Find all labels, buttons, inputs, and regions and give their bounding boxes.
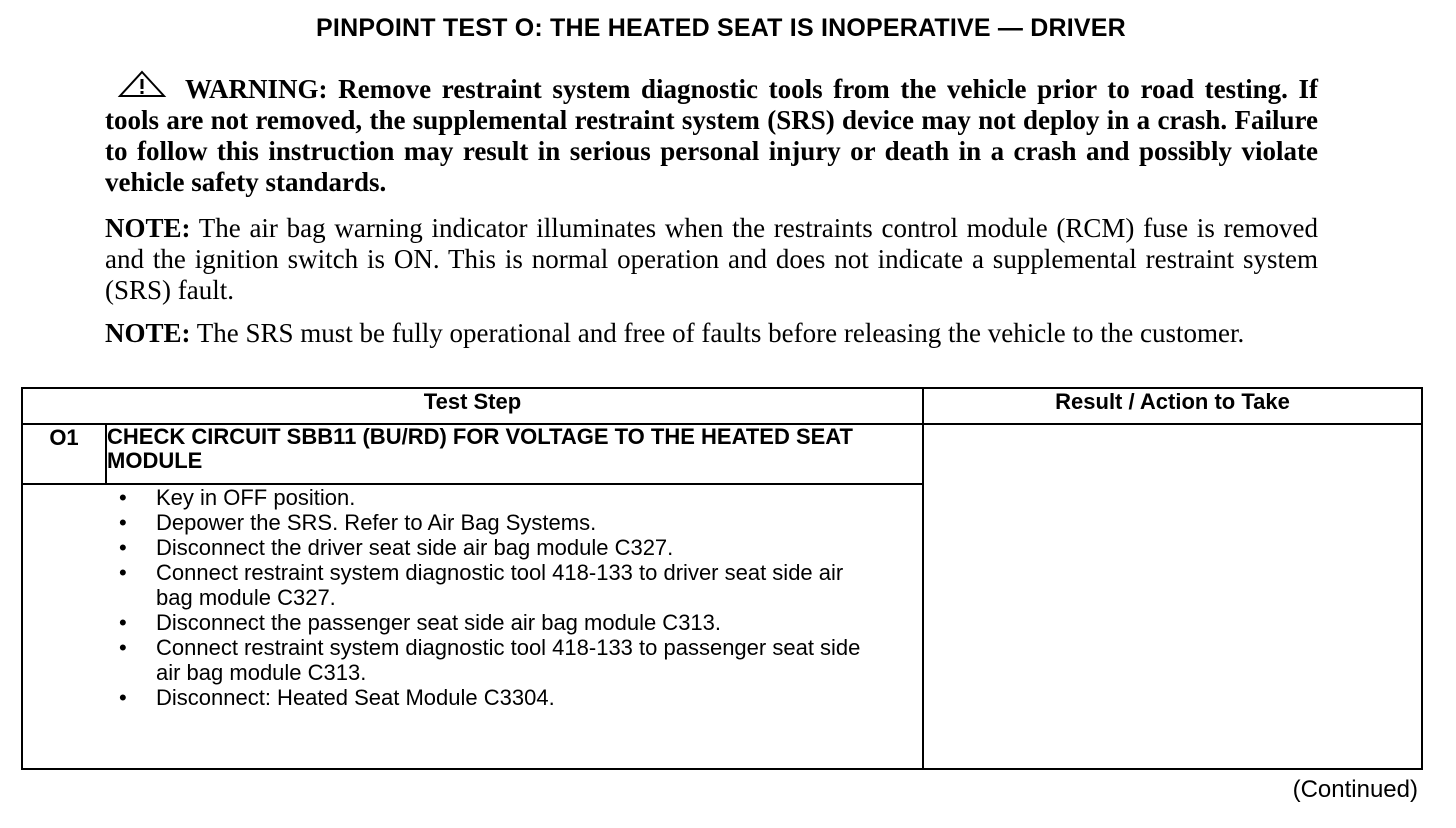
table-row [22, 424, 1422, 484]
list-item [119, 610, 886, 635]
instruction-text: Disconnect the passenger seat side air bag module C313. [156, 610, 722, 635]
list-item [119, 510, 886, 535]
instruction-text: Disconnect the driver seat side air bag module C327. [156, 535, 674, 560]
instruction-text: Depower the SRS. Refer to Air Bag Systems. [156, 510, 597, 535]
bullet-icon: • [119, 635, 127, 660]
list-item [119, 535, 886, 560]
note-paragraph [105, 318, 1318, 349]
result-action-cell [923, 424, 1422, 769]
step-title: CHECK CIRCUIT SBB11 (BU/RD) FOR VOLTAGE TO THE HEATED SEAT MODULE [106, 424, 923, 484]
instruction-text: Key in OFF position. [156, 485, 356, 510]
warning-text: WARNING: Remove restraint system diagnostic tools from the vehicle prior to road testing. If tools are not removed, the supplemental restraint system (SRS) device may not deploy in a crash. Failure to follow this instruction may result in serious personal injury or death in a crash and possibly violate vehicle safety standards. [105, 74, 1318, 197]
bullet-icon: • [119, 485, 127, 510]
step-instructions [22, 484, 923, 769]
note-text: The air bag warning indicator illuminates when the restraints control module (RCM) fuse is removed and the ignition switch is ON. This is normal operation and does not indicate a supplemental restraint system (SRS) fault. [105, 213, 1318, 305]
bullet-icon: • [119, 535, 127, 560]
note-paragraph [105, 213, 1318, 306]
list-item [119, 560, 886, 610]
instruction-text: Disconnect: Heated Seat Module C3304. [156, 685, 555, 710]
bullet-icon: • [119, 560, 127, 585]
pinpoint-test-table [21, 387, 1423, 770]
bullet-icon: • [119, 610, 127, 635]
page-title: PINPOINT TEST O: THE HEATED SEAT IS INOPERATIVE — DRIVER [316, 14, 1126, 42]
list-item [119, 685, 886, 710]
step-number: O1 [22, 424, 106, 484]
column-header-test-step: Test Step [22, 388, 923, 424]
bullet-icon: • [119, 510, 127, 535]
note-label: NOTE: [105, 318, 191, 348]
instruction-text: Connect restraint system diagnostic tool 418-133 to driver seat side air bag module C327. [156, 560, 844, 610]
instruction-text: Connect restraint system diagnostic tool 418-133 to passenger seat side air bag module C313. [156, 635, 861, 685]
list-item [119, 485, 886, 510]
column-header-result: Result / Action to Take [923, 388, 1422, 424]
list-item [119, 635, 886, 685]
note-label: NOTE: [105, 213, 191, 243]
bullet-icon: • [119, 685, 127, 710]
table-header-row [22, 388, 1422, 424]
note-text: The SRS must be fully operational and free of faults before releasing the vehicle to the customer. [190, 318, 1245, 348]
instruction-list [23, 485, 922, 710]
continued-label: (Continued) [1292, 776, 1418, 803]
